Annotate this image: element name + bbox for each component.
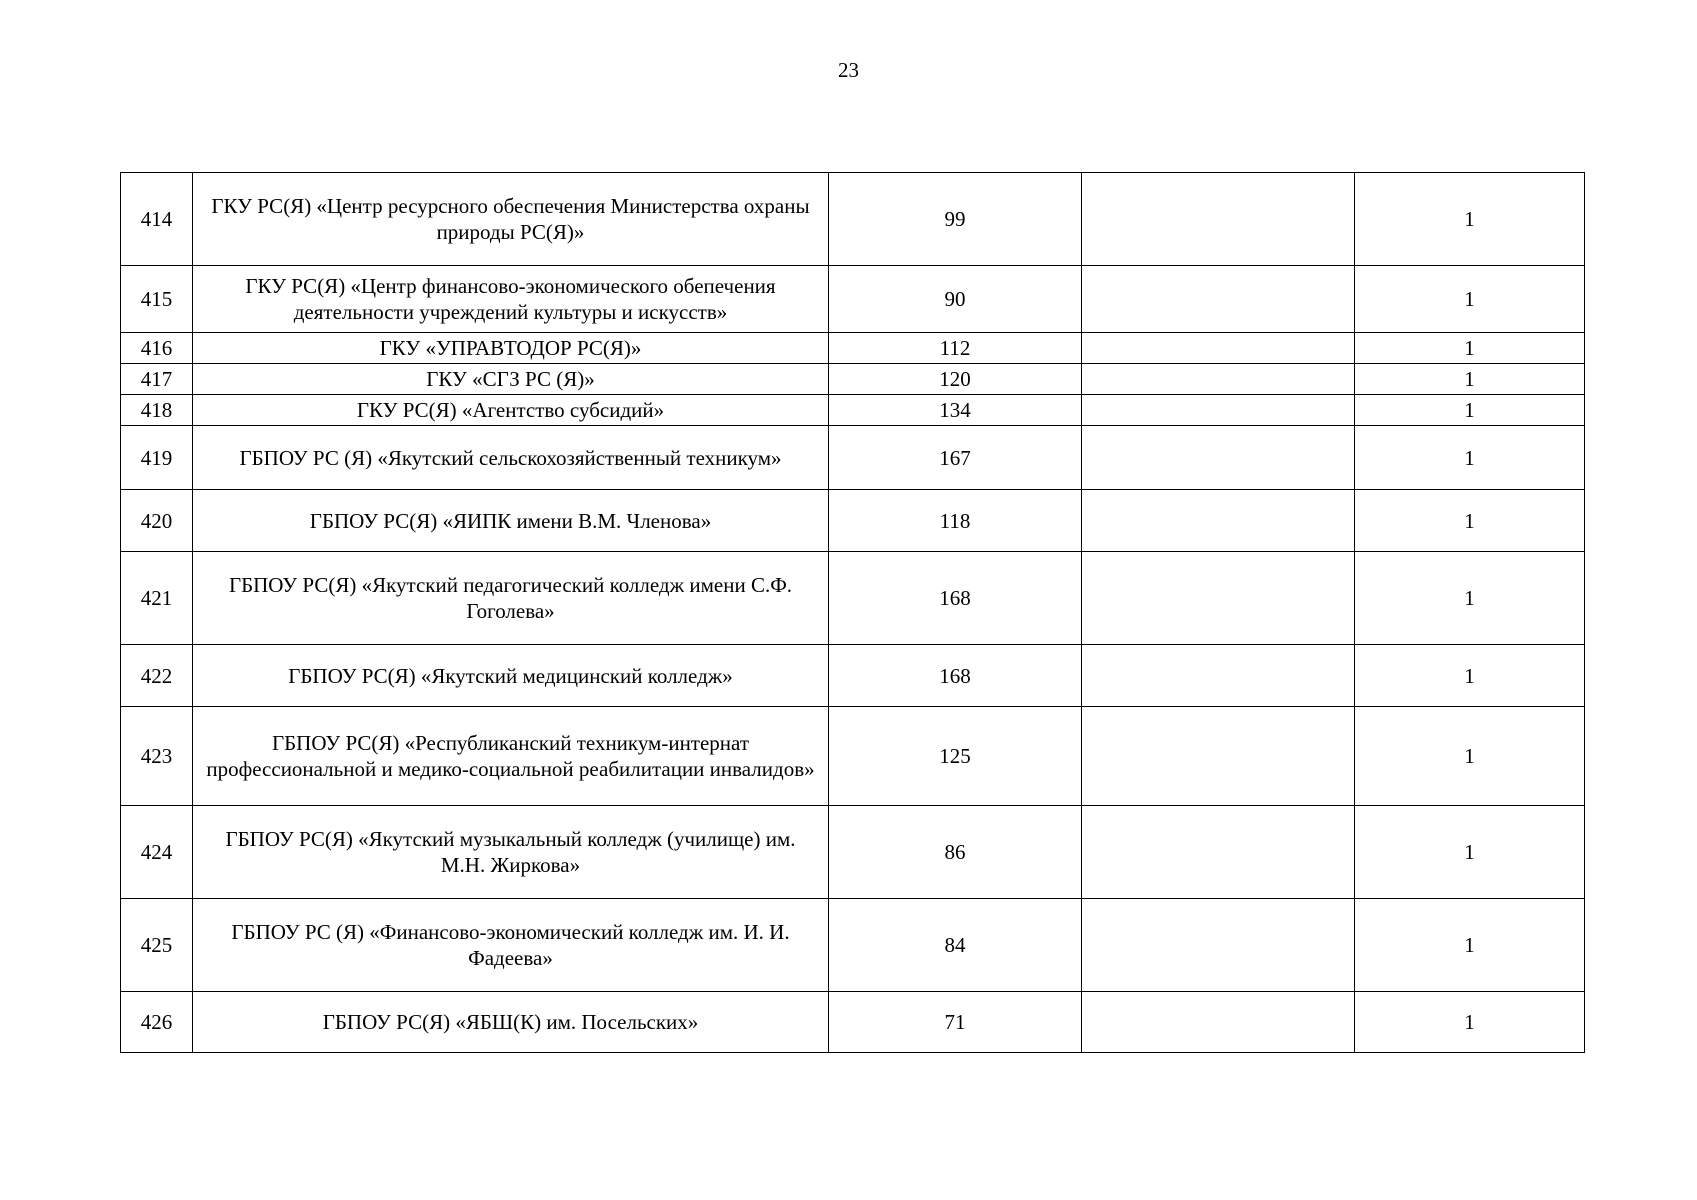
row-value: 84 xyxy=(829,899,1082,992)
organization-name: ГБПОУ РС(Я) «Якутский музыкальный колледж (училище) им. М.Н. Жиркова» xyxy=(193,806,829,899)
row-count: 1 xyxy=(1355,992,1585,1053)
organizations-table xyxy=(120,172,1585,1053)
row-value: 134 xyxy=(829,395,1082,426)
table-row xyxy=(121,806,1585,899)
organization-name: ГКУ «СГЗ РС (Я)» xyxy=(193,364,829,395)
table-row xyxy=(121,552,1585,645)
table-row xyxy=(121,645,1585,707)
row-number: 423 xyxy=(121,707,193,806)
organization-name: ГБПОУ РС(Я) «ЯБШ(К) им. Посельских» xyxy=(193,992,829,1053)
row-count: 1 xyxy=(1355,426,1585,490)
empty-cell xyxy=(1082,173,1355,266)
row-value: 99 xyxy=(829,173,1082,266)
row-count: 1 xyxy=(1355,364,1585,395)
empty-cell xyxy=(1082,266,1355,333)
table-row xyxy=(121,333,1585,364)
row-count: 1 xyxy=(1355,266,1585,333)
table-row xyxy=(121,899,1585,992)
organization-name: ГКУ РС(Я) «Центр ресурсного обеспечения Министерства охраны природы РС(Я)» xyxy=(193,173,829,266)
organization-name: ГБПОУ РС(Я) «Якутский педагогический колледж имени С.Ф. Гоголева» xyxy=(193,552,829,645)
row-number: 417 xyxy=(121,364,193,395)
empty-cell xyxy=(1082,426,1355,490)
row-count: 1 xyxy=(1355,806,1585,899)
organization-name: ГКУ «УПРАВТОДОР РС(Я)» xyxy=(193,333,829,364)
row-count: 1 xyxy=(1355,552,1585,645)
row-count: 1 xyxy=(1355,395,1585,426)
empty-cell xyxy=(1082,395,1355,426)
row-value: 167 xyxy=(829,426,1082,490)
row-value: 90 xyxy=(829,266,1082,333)
row-number: 421 xyxy=(121,552,193,645)
table-row xyxy=(121,992,1585,1053)
row-number: 414 xyxy=(121,173,193,266)
row-value: 118 xyxy=(829,490,1082,552)
empty-cell xyxy=(1082,552,1355,645)
row-value: 86 xyxy=(829,806,1082,899)
row-count: 1 xyxy=(1355,707,1585,806)
organization-name: ГБПОУ РС(Я) «Республиканский техникум-интернат профессиональной и медико-социальной реабилитации инвалидов» xyxy=(193,707,829,806)
row-value: 168 xyxy=(829,645,1082,707)
row-number: 419 xyxy=(121,426,193,490)
row-number: 425 xyxy=(121,899,193,992)
organization-name: ГБПОУ РС (Я) «Якутский сельскохозяйственный техникум» xyxy=(193,426,829,490)
row-value: 125 xyxy=(829,707,1082,806)
organization-name: ГБПОУ РС(Я) «ЯИПК имени В.М. Членова» xyxy=(193,490,829,552)
table-row xyxy=(121,490,1585,552)
empty-cell xyxy=(1082,707,1355,806)
empty-cell xyxy=(1082,364,1355,395)
row-value: 71 xyxy=(829,992,1082,1053)
organization-name: ГКУ РС(Я) «Центр финансово-экономического обепечения деятельности учреждений культуры и искусств» xyxy=(193,266,829,333)
table-row xyxy=(121,426,1585,490)
table-row xyxy=(121,395,1585,426)
table-row xyxy=(121,173,1585,266)
row-value: 120 xyxy=(829,364,1082,395)
row-count: 1 xyxy=(1355,490,1585,552)
empty-cell xyxy=(1082,490,1355,552)
table-row xyxy=(121,707,1585,806)
empty-cell xyxy=(1082,645,1355,707)
row-value: 168 xyxy=(829,552,1082,645)
row-count: 1 xyxy=(1355,333,1585,364)
row-number: 415 xyxy=(121,266,193,333)
row-number: 424 xyxy=(121,806,193,899)
row-number: 418 xyxy=(121,395,193,426)
row-number: 422 xyxy=(121,645,193,707)
organization-name: ГБПОУ РС (Я) «Финансово-экономический колледж им. И. И. Фадеева» xyxy=(193,899,829,992)
organization-name: ГБПОУ РС(Я) «Якутский медицинский колледж» xyxy=(193,645,829,707)
row-value: 112 xyxy=(829,333,1082,364)
empty-cell xyxy=(1082,992,1355,1053)
row-number: 420 xyxy=(121,490,193,552)
empty-cell xyxy=(1082,806,1355,899)
empty-cell xyxy=(1082,899,1355,992)
row-count: 1 xyxy=(1355,645,1585,707)
page-number: 23 xyxy=(838,58,859,82)
organization-name: ГКУ РС(Я) «Агентство субсидий» xyxy=(193,395,829,426)
row-number: 416 xyxy=(121,333,193,364)
row-count: 1 xyxy=(1355,899,1585,992)
table-row xyxy=(121,364,1585,395)
table-row xyxy=(121,266,1585,333)
empty-cell xyxy=(1082,333,1355,364)
row-count: 1 xyxy=(1355,173,1585,266)
row-number: 426 xyxy=(121,992,193,1053)
